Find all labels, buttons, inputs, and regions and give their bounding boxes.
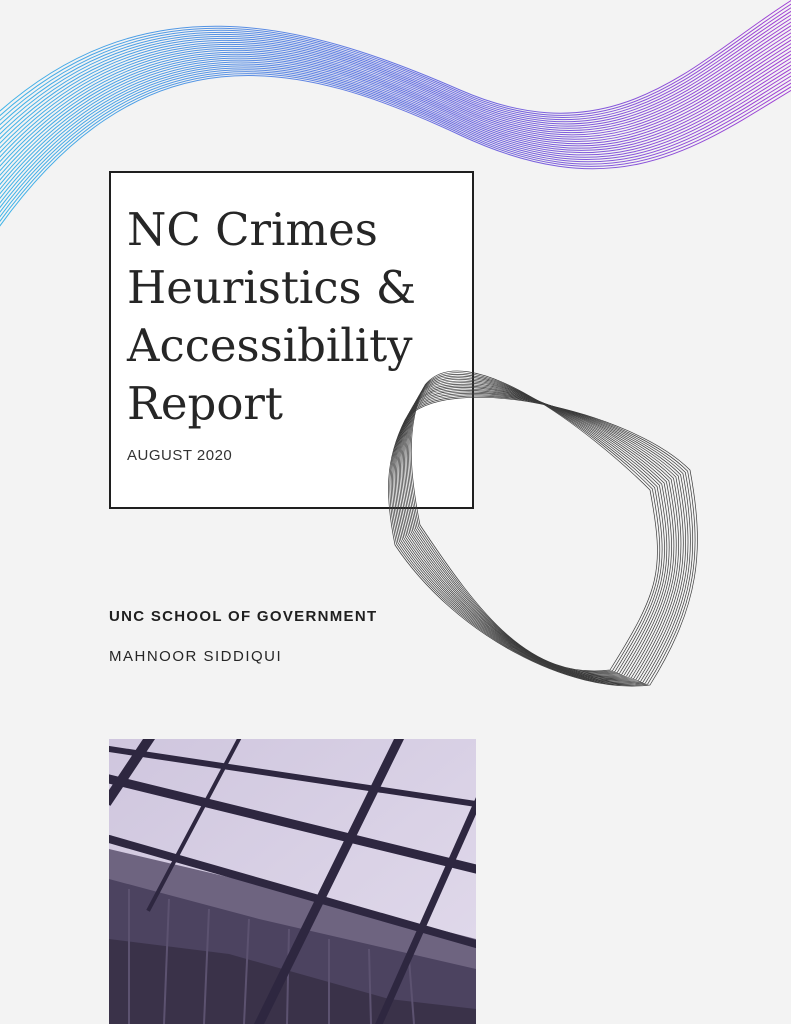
title-box [109, 171, 474, 509]
author-name: MAHNOOR SIDDIQUI [109, 648, 283, 665]
organization-name: UNC SCHOOL OF GOVERNMENT [109, 608, 378, 625]
glass-roof-photo [109, 739, 476, 1024]
wave-line [0, 13, 791, 144]
wave-line [0, 42, 791, 183]
report-title: NC Crimes Heuristics & Accessibility Report [127, 203, 416, 430]
report-date: AUGUST 2020 [127, 447, 233, 464]
wave-line [0, 6, 791, 135]
